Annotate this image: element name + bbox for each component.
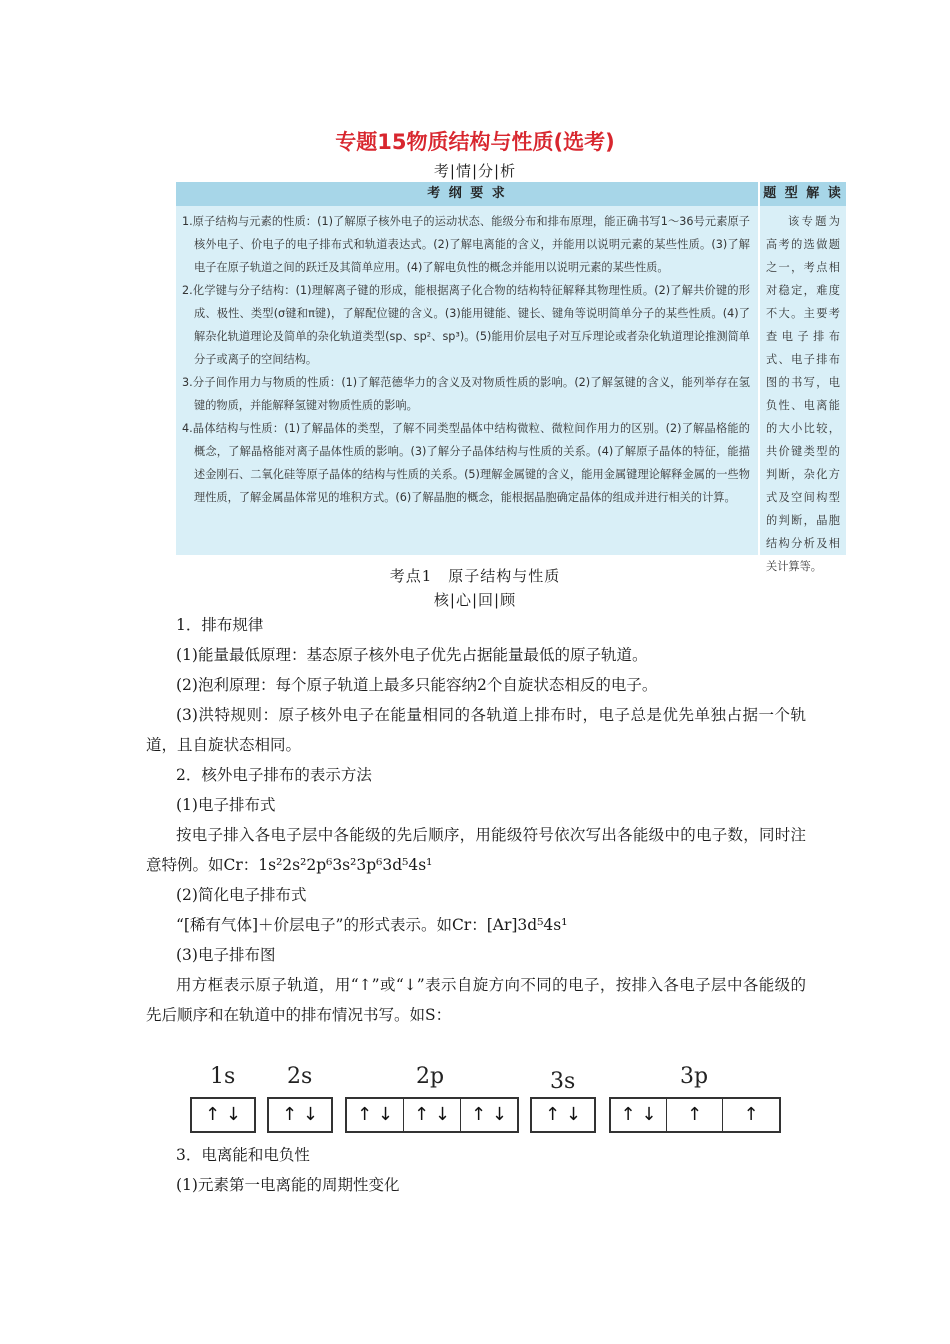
orbital-diagram: [0, 1064, 950, 1136]
orbital-cell: ↑ ↓: [611, 1099, 667, 1131]
requirement-item: 1.原子结构与元素的性质：(1)了解原子核外电子的运动状态、能级分布和排布原理，能正确书写1～36号元素原子核外电子、价电子的电子排布式和轨道表达式。(2)了解电离能的含义，并能用以说明元素的某些性质。(3)了解电子在原子轨道之间的跃迁及其简单应用。(4)了解电负性的概念并能用以说明元素的某些性质。: [182, 215, 750, 274]
orbital-label: 1s: [210, 1064, 236, 1089]
orbital-box: [345, 1097, 519, 1133]
paragraph: 1．排布规律: [176, 616, 264, 634]
paragraph: (3)电子排布图: [176, 946, 276, 964]
orbital-cell: ↑ ↓: [471, 1104, 507, 1125]
orbital-cell: ↑ ↓: [282, 1104, 318, 1125]
main-text-continued: [146, 1140, 806, 1200]
requirement-item: 2.化学键与分子结构：(1)理解离子键的形成，能根据离子化合物的结构特征解释其物理性质。(2)了解共价键的形成、极性、类型(σ键和π键)，了解配位键的含义。(3)能用键能、键长、键角等说明简单分子的某些性质。(4)了解杂化轨道理论及简单的杂化轨道类型(sp、sp²、sp³)。(5)能用价层电子对互斥理论或者杂化轨道理论推测简单分子或离子的空间结构。: [182, 284, 750, 366]
table-header: [176, 182, 846, 206]
column-divider: [758, 182, 760, 555]
section-header-core-review: 核|心|回|顾: [433, 591, 517, 609]
orbital-box: [267, 1097, 333, 1133]
paragraph: “[稀有气体]＋价层电子”的形式表示。如Cr：[Ar]3d⁵4s¹: [176, 916, 568, 934]
orbital-cell: ↑ ↓: [347, 1099, 404, 1131]
orbital-cell: ↑ ↓: [205, 1104, 241, 1125]
question-reading-text: 该专题为高考的选做题之一，考点相对稳定，难度不大。主要考查电子排布式、电子排布图的书写，电负性、电离能的大小比较，共价键类型的判断，杂化方式及空间构型的判断，晶胞结构分析及相关计算等。: [766, 215, 840, 573]
orbital-box: [609, 1097, 781, 1133]
requirement-item: 4.晶体结构与性质：(1)了解晶体的类型，了解不同类型晶体中结构微粒、微粒间作用力的区别。(2)了解晶格能的概念，了解晶格能对离子晶体性质的影响。(3)了解分子晶体结构与性质的关系。(4)了解原子晶体的特征，能描述金刚石、二氧化硅等原子晶体的结构与性质的关系。(5)理解金属键的含义，能用金属键理论解释金属的一些物理性质，了解金属晶体常见的堆积方式。(6)了解晶胞的概念，能根据晶胞确定晶体的组成并进行相关的计算。: [182, 422, 750, 504]
orbital-label: 2s: [287, 1064, 313, 1089]
orbital-box: [530, 1097, 596, 1133]
paragraph: (2)泡利原理：每个原子轨道上最多只能容纳2个自旋状态相反的电子。: [176, 676, 658, 694]
paragraph: (3)洪特规则：原子核外电子在能量相同的各轨道上排布时，电子总是优先单独占据一个轨道，且自旋状态相同。: [146, 706, 806, 754]
requirements-list: [182, 210, 750, 509]
orbital-label: 3p: [680, 1064, 709, 1089]
point-title: 考点1 原子结构与性质: [389, 567, 561, 585]
requirements-table: [176, 182, 846, 573]
paragraph: (2)简化电子排布式: [176, 886, 307, 904]
paragraph: 按电子排入各电子层中各能级的先后顺序，用能级符号依次写出各能级中的电子数，同时注意特例。如Cr：1s²2s²2p⁶3s²3p⁶3d⁵4s¹: [146, 826, 806, 874]
orbital-label: 2p: [416, 1064, 445, 1089]
orbital-box: [190, 1097, 256, 1133]
orbital-cell: ↑ ↓: [404, 1099, 461, 1131]
paragraph: (1)能量最低原理：基态原子核外电子优先占据能量最低的原子轨道。: [176, 646, 648, 664]
header-question-reading: 题 型 解 读: [763, 186, 843, 201]
paragraph: (1)元素第一电离能的周期性变化: [176, 1176, 400, 1194]
requirement-item: 3.分子间作用力与物质的性质：(1)了解范德华力的含义及对物质性质的影响。(2)了解氢键的含义，能列举存在氢键的物质，并能解释氢键对物质性质的影响。: [182, 376, 750, 412]
paragraph: 3．电离能和电负性: [176, 1146, 310, 1164]
paragraph: 2．核外电子排布的表示方法: [176, 766, 372, 784]
paragraph: (1)电子排布式: [176, 796, 276, 814]
section-header-exam-analysis: 考|情|分|析: [433, 162, 517, 180]
header-requirements: 考 纲 要 求: [427, 186, 507, 201]
orbital-label: 3s: [550, 1069, 576, 1094]
orbital-cell: ↑: [667, 1099, 723, 1131]
paragraph: 用方框表示原子轨道，用“↑”或“↓”表示自旋方向不同的电子，按排入各电子层中各能级的先后顺序和在轨道中的排布情况书写。如S：: [146, 976, 806, 1024]
orbital-cell: ↑: [743, 1104, 759, 1125]
page-title: 专题15物质结构与性质(选考): [335, 130, 615, 154]
main-text: [146, 610, 806, 1030]
orbital-cell: ↑ ↓: [545, 1104, 581, 1125]
